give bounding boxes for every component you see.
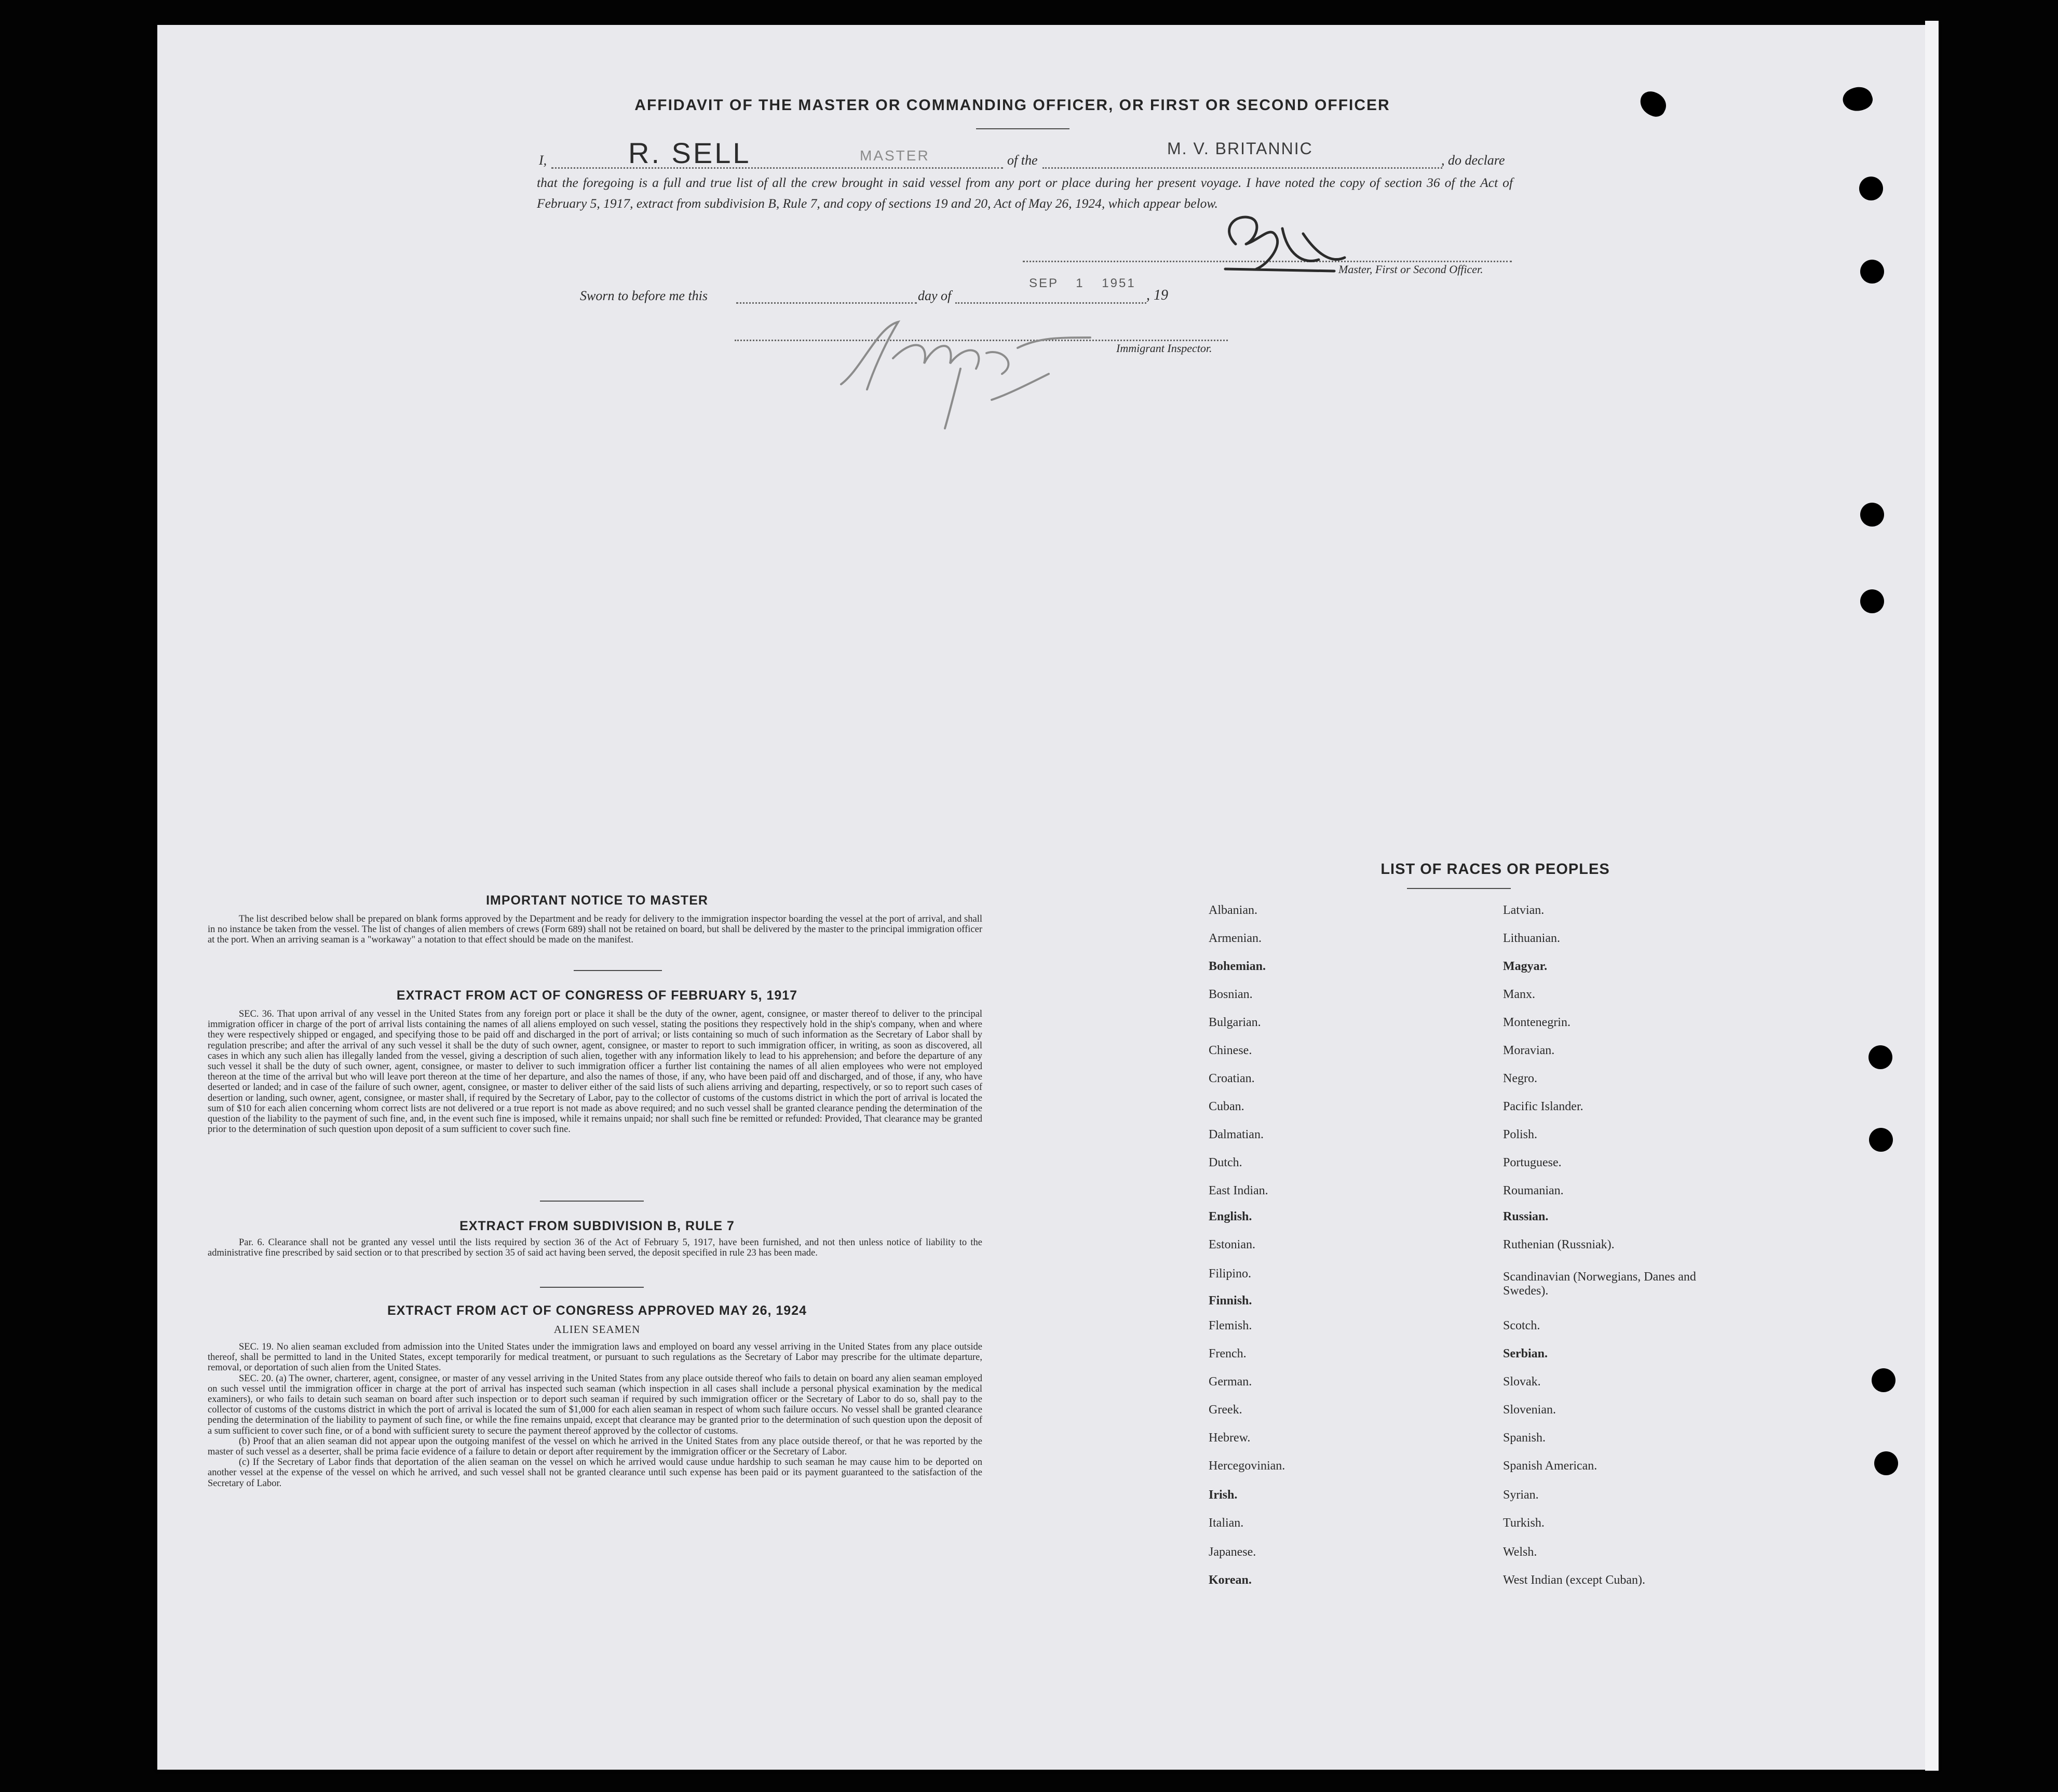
page-edge <box>1925 21 1939 1771</box>
officer-signature <box>1215 208 1350 280</box>
extract-1917-title: EXTRACT FROM ACT OF CONGRESS OF FEBRUARY 5, 1917 <box>396 988 798 1003</box>
race-item: Armenian. <box>1209 932 1262 945</box>
extract-1924-title: EXTRACT FROM ACT OF CONGRESS APPROVED MAY 26, 1924 <box>387 1303 807 1318</box>
of-the-label: of the <box>1007 153 1038 168</box>
race-item: Irish. <box>1209 1488 1238 1502</box>
race-item: Montenegrin. <box>1503 1016 1570 1029</box>
race-item: Scandinavian (Norwegians, Danes and Swedes). <box>1503 1270 1696 1298</box>
section-rule <box>540 1287 644 1288</box>
race-item: Chinese. <box>1209 1044 1252 1057</box>
inspector-caption: Immigrant Inspector. <box>1116 342 1212 355</box>
race-item: Bohemian. <box>1209 960 1266 973</box>
officer-caption: Master, First or Second Officer. <box>1338 263 1483 276</box>
race-item: Spanish. <box>1503 1431 1546 1445</box>
race-item: Slovenian. <box>1503 1403 1556 1417</box>
binder-hole <box>1859 177 1883 200</box>
races-title: LIST OF RACES OR PEOPLES <box>1380 861 1610 878</box>
race-item: Manx. <box>1503 988 1535 1001</box>
name-line <box>551 167 1003 169</box>
race-item: Cuban. <box>1209 1100 1244 1113</box>
section-rule <box>574 970 662 971</box>
rule7-body <box>208 1237 982 1258</box>
race-item: Hercegovinian. <box>1209 1459 1285 1473</box>
race-item: Japanese. <box>1209 1545 1256 1559</box>
race-item: Korean. <box>1209 1573 1252 1587</box>
race-item: French. <box>1209 1347 1247 1360</box>
affidavit-title: AFFIDAVIT OF THE MASTER OR COMMANDING OFFICER, OR FIRST OR SECOND OFFICER <box>634 97 1390 114</box>
vessel-name: M. V. BRITANNIC <box>1167 139 1313 158</box>
race-item: Spanish American. <box>1503 1459 1597 1473</box>
extract-1917-body <box>208 1009 982 1135</box>
sec20c-paragraph: (c) If the Secretary of Labor finds that deportation of the alien seaman on the vessel on which he arrived would cause undue hardship to such seaman he may cause him to be deported on another vessel at the expense of the vessel on which he arrived, and such vessel shall not be granted clearance until such expense has been paid or its payment guaranteed to the satisfaction of the Secretary of Labor. <box>208 1457 982 1489</box>
race-item: Albanian. <box>1209 904 1257 917</box>
sworn-label: Sworn to before me this <box>580 288 708 303</box>
race-item: Welsh. <box>1503 1545 1537 1559</box>
extract-1924-body <box>208 1342 982 1489</box>
race-item: Syrian. <box>1503 1488 1539 1502</box>
notice-title: IMPORTANT NOTICE TO MASTER <box>486 893 708 908</box>
race-item: Negro. <box>1503 1072 1537 1085</box>
date-stamp: SEP 1 1951 <box>1029 276 1136 290</box>
year-prefix: , 19 <box>1146 287 1168 303</box>
binder-hole <box>1860 503 1884 527</box>
race-item: Filipino. <box>1209 1267 1252 1281</box>
race-item: Serbian. <box>1503 1347 1548 1360</box>
race-item: Slovak. <box>1503 1375 1541 1389</box>
inspector-signature <box>831 306 1121 431</box>
race-item: Latvian. <box>1503 904 1545 917</box>
race-item: English. <box>1209 1210 1252 1223</box>
vessel-line <box>1042 167 1442 169</box>
binder-hole <box>1872 1368 1895 1392</box>
race-item: Pacific Islander. <box>1503 1100 1583 1113</box>
sec36-paragraph: SEC. 36. That upon arrival of any vessel in the United States from any foreign port or place it shall be the duty of the owner, agent, consignee, or master thereof to deliver to the principal immigration officer in charge of the port of arrival lists containing the names of all aliens employed on such vessel, stating the positions they respectively hold in the ship's company, when and where they were respectively shipped or engaged, and specifying those to be paid off and discharged in the port of arrival; or lists containing so much of such information as the Secretary of Labor shall by regulation prescribe; and after the arrival of any such vessel it shall be the duty of such owner, agent, consignee, or master to report to such immigration officer, in writing, as soon as discovered, all cases in which any such alien has illegally landed from the vessel, giving a description of such alien, together with any information likely to lead to his apprehension; and before the departure of any such vessel it shall be the duty of such owner, agent, consignee, or master to deliver to such immigration officer a further list containing the names of all alien employees who were not employed thereon at the time of the arrival but who will leave port thereon at the time of her departure, and also the names of those, if any, who have been paid off and discharged, and of those, if any, who have deserted or landed; and in case of the failure of such owner, agent, consignee, or master to deliver either of the said lists of such aliens arriving and departing, respectively, or so to report such cases of desertion or landing, such owner, agent, consignee, or master shall, if required by the Secretary of Labor, pay to the collector of customs of the customs district in which the port of arrival is located the sum of $10 for each alien concerning whom correct lists are not delivered or a true report is not made as above required; and no such vessel shall be granted clearance pending the determination of the question of the liability to the payment of such fine, and, in the event such fine is imposed, while it remains unpaid; nor shall such fine be remitted or refunded: Provided, That clearance may be granted prior to the determination of such question upon deposit of a sum sufficient to cover such fine. <box>208 1009 982 1135</box>
race-item: Turkish. <box>1503 1516 1545 1530</box>
rule7-title: EXTRACT FROM SUBDIVISION B, RULE 7 <box>459 1219 735 1233</box>
sworn-month-line <box>955 302 1146 304</box>
race-item: Russian. <box>1503 1210 1549 1223</box>
race-item: Italian. <box>1209 1516 1244 1530</box>
section-rule <box>540 1201 644 1202</box>
race-item: Bosnian. <box>1209 988 1253 1001</box>
race-item: Moravian. <box>1503 1044 1555 1057</box>
affidavit-body: that the foregoing is a full and true list of all the crew brought in said vessel from any port or place during her present voyage. I have noted the copy of section 36 of the Act of February 5, 1917, extract from subdivision B, Rule 7, and copy of sections 19 and 20, Act of May 26, 1924, which appear below. <box>537 175 1513 211</box>
races-rule <box>1407 888 1511 889</box>
race-item: Finnish. <box>1209 1294 1252 1308</box>
sec20b-paragraph: (b) Proof that an alien seaman did not appear upon the outgoing manifest of the vessel on which he arrived in the United States from any place outside thereof, or that he was reported by the master of such vessel as a deserter, shall be prima facie evidence of a failure to detain or deport after requirement by the immigration officer or the Secretary of Labor. <box>208 1436 982 1458</box>
race-item: Greek. <box>1209 1403 1242 1417</box>
sec20a-paragraph: SEC. 20. (a) The owner, charterer, agent, consignee, or master of any vessel arriving in the United States from any place outside thereof who fails to detain on board any alien seaman employed on such vessel until the immigration officer in charge at the port of arrival has inspected such seaman (which inspection in all cases shall include a personal physical examination by the medical examiners), or who fails to detain such seaman on board after such inspection or to deport such seaman if required by such immigration officer or the Secretary of Labor to do so, shall pay to the collector of customs of the customs district in which the port of arrival is located the sum of $1,000 for each alien seaman in respect of whom such failure occurs. No vessel shall be granted clearance pending the determination of the liability to payment of such fine, or while the fine remains unpaid, except that clearance may be granted prior to the determination of such question upon the deposit of a sum sufficient to cover such fine, or of a bond with sufficient surety to secure the payment thereof approved by the collector of customs. <box>208 1373 982 1436</box>
race-item: Flemish. <box>1209 1319 1252 1332</box>
binder-hole <box>1860 260 1884 284</box>
master-name: R. SELL <box>628 137 751 169</box>
race-item: Portuguese. <box>1503 1156 1562 1169</box>
race-item: Estonian. <box>1209 1238 1255 1251</box>
day-of-label: day of <box>918 288 952 303</box>
do-declare: , do declare <box>1441 153 1505 168</box>
notice-body <box>208 914 982 946</box>
race-item: Lithuanian. <box>1503 932 1560 945</box>
binder-hole <box>1860 589 1884 613</box>
race-item: Polish. <box>1503 1128 1538 1141</box>
title-rule <box>976 128 1069 129</box>
i-label: I, <box>539 153 547 168</box>
binder-hole <box>1869 1128 1893 1152</box>
race-item: Hebrew. <box>1209 1431 1251 1445</box>
race-item: Bulgarian. <box>1209 1016 1261 1029</box>
race-item: Roumanian. <box>1503 1184 1564 1197</box>
race-item: Dalmatian. <box>1209 1128 1264 1141</box>
race-item: German. <box>1209 1375 1252 1389</box>
race-item: Scotch. <box>1503 1319 1540 1332</box>
binder-hole <box>1874 1451 1898 1475</box>
binder-hole <box>1869 1045 1892 1069</box>
race-item: East Indian. <box>1209 1184 1268 1197</box>
race-item: Croatian. <box>1209 1072 1255 1085</box>
race-item: Ruthenian (Russniak). <box>1503 1238 1615 1251</box>
sworn-day-line <box>736 302 917 304</box>
alien-seamen-subtitle: ALIEN SEAMEN <box>553 1323 641 1336</box>
race-item: Magyar. <box>1503 960 1548 973</box>
sec19-paragraph: SEC. 19. No alien seaman excluded from admission into the United States under the immigration laws and employed on board any vessel arriving in the United States from any place outside thereof, shall be permitted to land in the United States, except temporarily for medical treatment, or pursuant to such regulations as the Secretary of Labor may prescribe for the ultimate departure, removal, or deportation of such alien from the United States. <box>208 1342 982 1373</box>
notice-paragraph: The list described below shall be prepared on blank forms approved by the Department and be ready for delivery to the immigration inspector boarding the vessel at the port of arrival, and shall in no instance be taken from the vessel. The list of changes of alien members of crews (Form 689) shall not be retained on board, but shall be delivered by the master to the principal immigration officer at the port. When an arriving seaman is a "workaway" a notation to that effect should be made on the manifest. <box>208 914 982 946</box>
rank-stamp: MASTER <box>860 147 930 164</box>
race-item: Dutch. <box>1209 1156 1242 1169</box>
race-item: West Indian (except Cuban). <box>1503 1573 1645 1587</box>
par6-paragraph: Par. 6. Clearance shall not be granted any vessel until the lists required by section 36 of the Act of February 5, 1917, have been furnished, and not then unless notice of liability to the administrative fine prescribed by said section or to that prescribed by section 35 of said act having been served, the deposit specified in rule 23 has been made. <box>208 1237 982 1259</box>
